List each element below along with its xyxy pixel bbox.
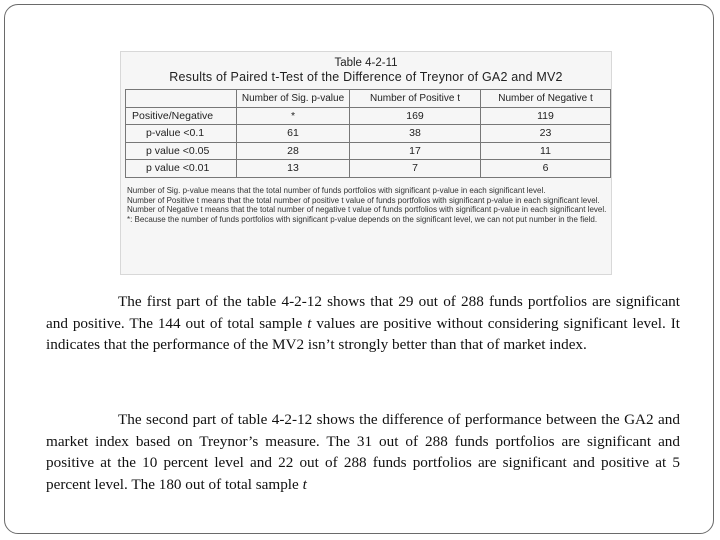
table-header-cell xyxy=(126,90,237,108)
table-image xyxy=(120,51,612,275)
table-cell: 17 xyxy=(350,142,481,160)
table-row xyxy=(126,142,611,160)
paragraph-second xyxy=(46,409,680,495)
slide-frame xyxy=(4,4,714,534)
table-cell: * xyxy=(237,107,350,125)
table-header-cell: Number of Positive t xyxy=(350,90,481,108)
italic-t: t xyxy=(302,475,307,493)
row-label: p value <0.01 xyxy=(126,160,237,178)
paragraph-first xyxy=(46,291,680,356)
table-note: Number of Negative t means that the total number of negative t value of funds portfolios with significant p-value in each significant level. xyxy=(127,205,607,215)
row-label: p value <0.05 xyxy=(126,142,237,160)
table-cell: 7 xyxy=(350,160,481,178)
table-header-cell: Number of Sig. p-value xyxy=(237,90,350,108)
table-cell: 11 xyxy=(481,142,611,160)
italic-t: t xyxy=(307,314,312,332)
paragraph-text: The first part of the table 4-2-12 shows that 29 out of 288 funds portfolios are significant and positive. The 144 out of total sample xyxy=(46,293,680,332)
table-row xyxy=(126,125,611,143)
table-cell: 28 xyxy=(237,142,350,160)
row-label: Positive/Negative xyxy=(126,107,237,125)
table-note: *: Because the number of funds portfolios with significant p-value depends on the significant level, we can not put number in the field. xyxy=(127,214,598,224)
table-row xyxy=(126,160,611,178)
paragraph-text: values are positive without considering significant level. It indicates that the performance of the MV2 isn’t strongly better than that of market index. xyxy=(46,314,680,353)
results-table xyxy=(125,89,611,178)
paragraph-text: The second part of table 4-2-12 shows the difference of performance between the GA2 and market index based on Treynor’s measure. The 31 out of 288 funds portfolios are significant and positive at the 10 percent level and 22 out of 288 funds portfolios are significant and positive at 5 percent level. The 180 out of total sample xyxy=(46,411,680,493)
table-cell: 13 xyxy=(237,160,350,178)
table-cell: 119 xyxy=(481,107,611,125)
table-cell: 169 xyxy=(350,107,481,125)
table-cell: 23 xyxy=(481,125,611,143)
table-cell: 61 xyxy=(237,125,350,143)
table-note: Number of Sig. p-value means that the total number of funds portfolios with significant p-value in each significant level. xyxy=(127,186,546,195)
row-label: p-value <0.1 xyxy=(126,125,237,143)
table-note: Number of Positive t means that the total number of positive t value of funds portfolios with significant p-value in each significant level. xyxy=(127,195,600,205)
table-notes xyxy=(127,186,607,224)
table-label: Table 4-2-11 xyxy=(334,57,398,69)
table-header-cell: Number of Negative t xyxy=(481,90,611,108)
table-cell: 38 xyxy=(350,125,481,143)
table-row xyxy=(126,107,611,125)
table-header-row xyxy=(126,90,611,108)
table-title: Results of Paired t-Test of the Difference of Treynor of GA2 and MV2 xyxy=(169,70,563,84)
table-cell: 6 xyxy=(481,160,611,178)
